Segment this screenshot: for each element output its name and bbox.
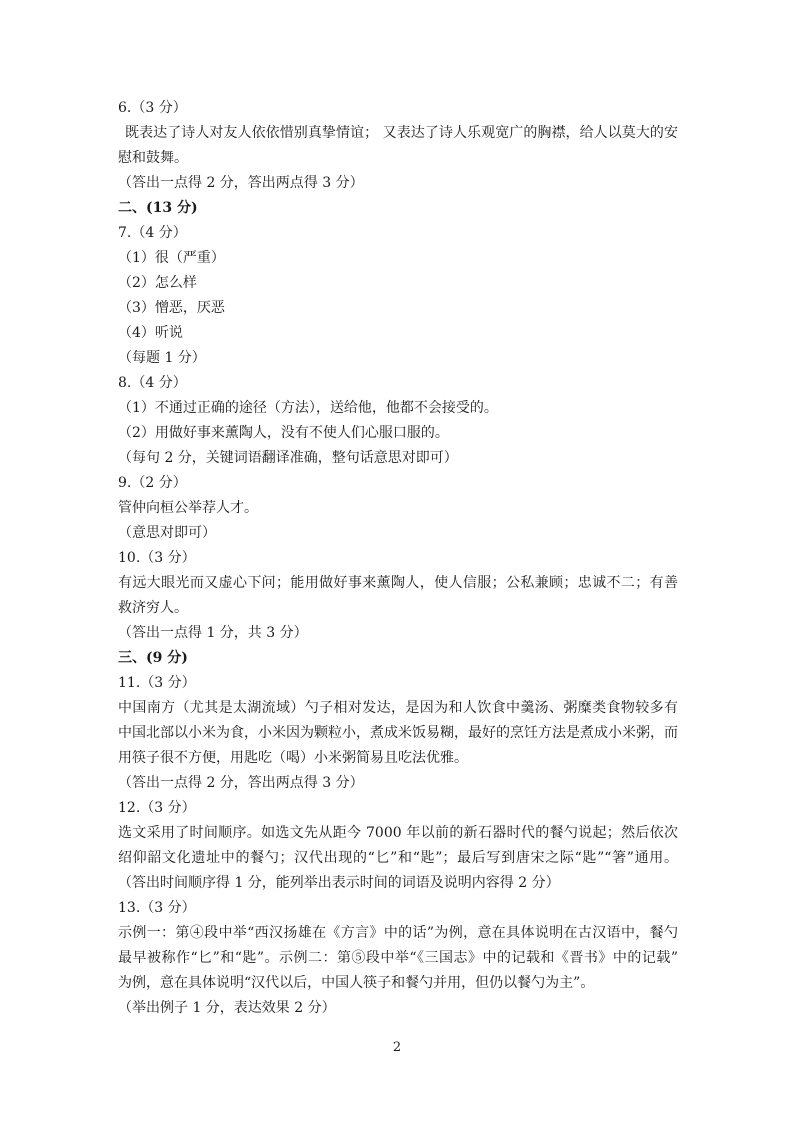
q12-answer-line-2: 绍仰韶文化遗址中的餐勺；汉代出现的“匕”和“匙”；最后写到唐宋之际“匙”“箸”通用。 [118, 850, 678, 866]
q13-scoring-note: （举出例子 1 分，表达效果 2 分） [118, 1000, 336, 1016]
q8-header: 8.（4 分） [118, 375, 187, 391]
q8-answer-2: （2）用做好事来薰陶人，没有不使人们心服口服的。 [118, 425, 449, 441]
section-3-heading: 三、(9 分) [118, 650, 188, 666]
q13-answer-line-3: 为例，意在具体说明“汉代以后，中国人筷子和餐勺并用，但仍以餐勺为主”。 [118, 975, 595, 991]
q11-answer-line-2: 中国北部以小米为食，小米因为颗粒小，煮成米饭易糊，最好的烹饪方法是煮成小米粥，而 [118, 725, 678, 741]
q7-answer-2: （2）怎么样 [118, 275, 197, 291]
q12-scoring-note: （答出时间顺序得 1 分，能列举出表示时间的词语及说明内容得 2 分） [118, 875, 560, 891]
q10-scoring-note: （答出一点得 1 分，共 3 分） [118, 625, 308, 641]
q12-answer-line-1: 选文采用了时间顺序。如选文先从距今 7000 年以前的新石器时代的餐勺说起；然后依次 [118, 825, 678, 841]
q7-scoring-note: （每题 1 分） [118, 350, 206, 366]
answer-key-content [118, 96, 678, 1021]
q9-header: 9.（2 分） [118, 475, 187, 491]
q13-answer-line-2: 最早被称作“匕”和“匙”。示例二：第⑤段中举“《三国志》中的记载和《晋书》中的记载” [118, 950, 678, 966]
q6-answer-line-1: 既表达了诗人对友人依依惜别真挚情谊； 又表达了诗人乐观宽广的胸襟，给人以莫大的安 [125, 125, 678, 141]
q7-answer-3: （3）憎恶，厌恶 [118, 300, 225, 316]
q6-header: 6.（3 分） [118, 100, 187, 116]
q11-header: 11.（3 分） [118, 675, 196, 691]
q10-header: 10.（3 分） [118, 550, 196, 566]
q13-answer-line-1: 示例一：第④段中举“西汉扬雄在《方言》中的话”为例，意在具体说明在古汉语中，餐勺 [118, 925, 678, 941]
q7-header: 7.（4 分） [118, 225, 187, 241]
q9-scoring-note: （意思对即可） [118, 525, 216, 541]
q10-answer-line-1: 有远大眼光而又虚心下问；能用做好事来薰陶人，使人信服；公私兼顾；忠诚不二；有善 [118, 575, 678, 591]
q12-header: 12.（3 分） [118, 800, 196, 816]
page-number: 2 [392, 1040, 402, 1055]
q6-answer-line-2: 慰和鼓舞。 [118, 150, 188, 166]
q11-answer-line-3: 用筷子很不方便，用匙吃（喝）小米粥简易且吃法优雅。 [118, 750, 468, 766]
q7-answer-4: （4）听说 [118, 325, 183, 341]
q9-answer: 管仲向桓公举荐人才。 [118, 500, 258, 516]
section-2-heading: 二、(13 分) [118, 200, 198, 216]
q7-answer-1: （1）很（严重） [118, 250, 225, 266]
q10-answer-line-2: 救济穷人。 [118, 600, 188, 616]
q13-header: 13.（3 分） [118, 900, 196, 916]
q6-scoring-note: （答出一点得 2 分，答出两点得 3 分） [118, 175, 364, 191]
q11-scoring-note: （答出一点得 2 分，答出两点得 3 分） [118, 775, 364, 791]
q8-scoring-note: （每句 2 分，关键词语翻译准确，整句话意思对即可） [118, 450, 458, 466]
q11-answer-line-1: 中国南方（尤其是太湖流域）勺子相对发达，是因为和人饮食中羹汤、粥糜类食物较多有 [118, 700, 678, 716]
q8-answer-1: （1）不通过正确的途径（方法），送给他，他都不会接受的。 [118, 400, 498, 416]
